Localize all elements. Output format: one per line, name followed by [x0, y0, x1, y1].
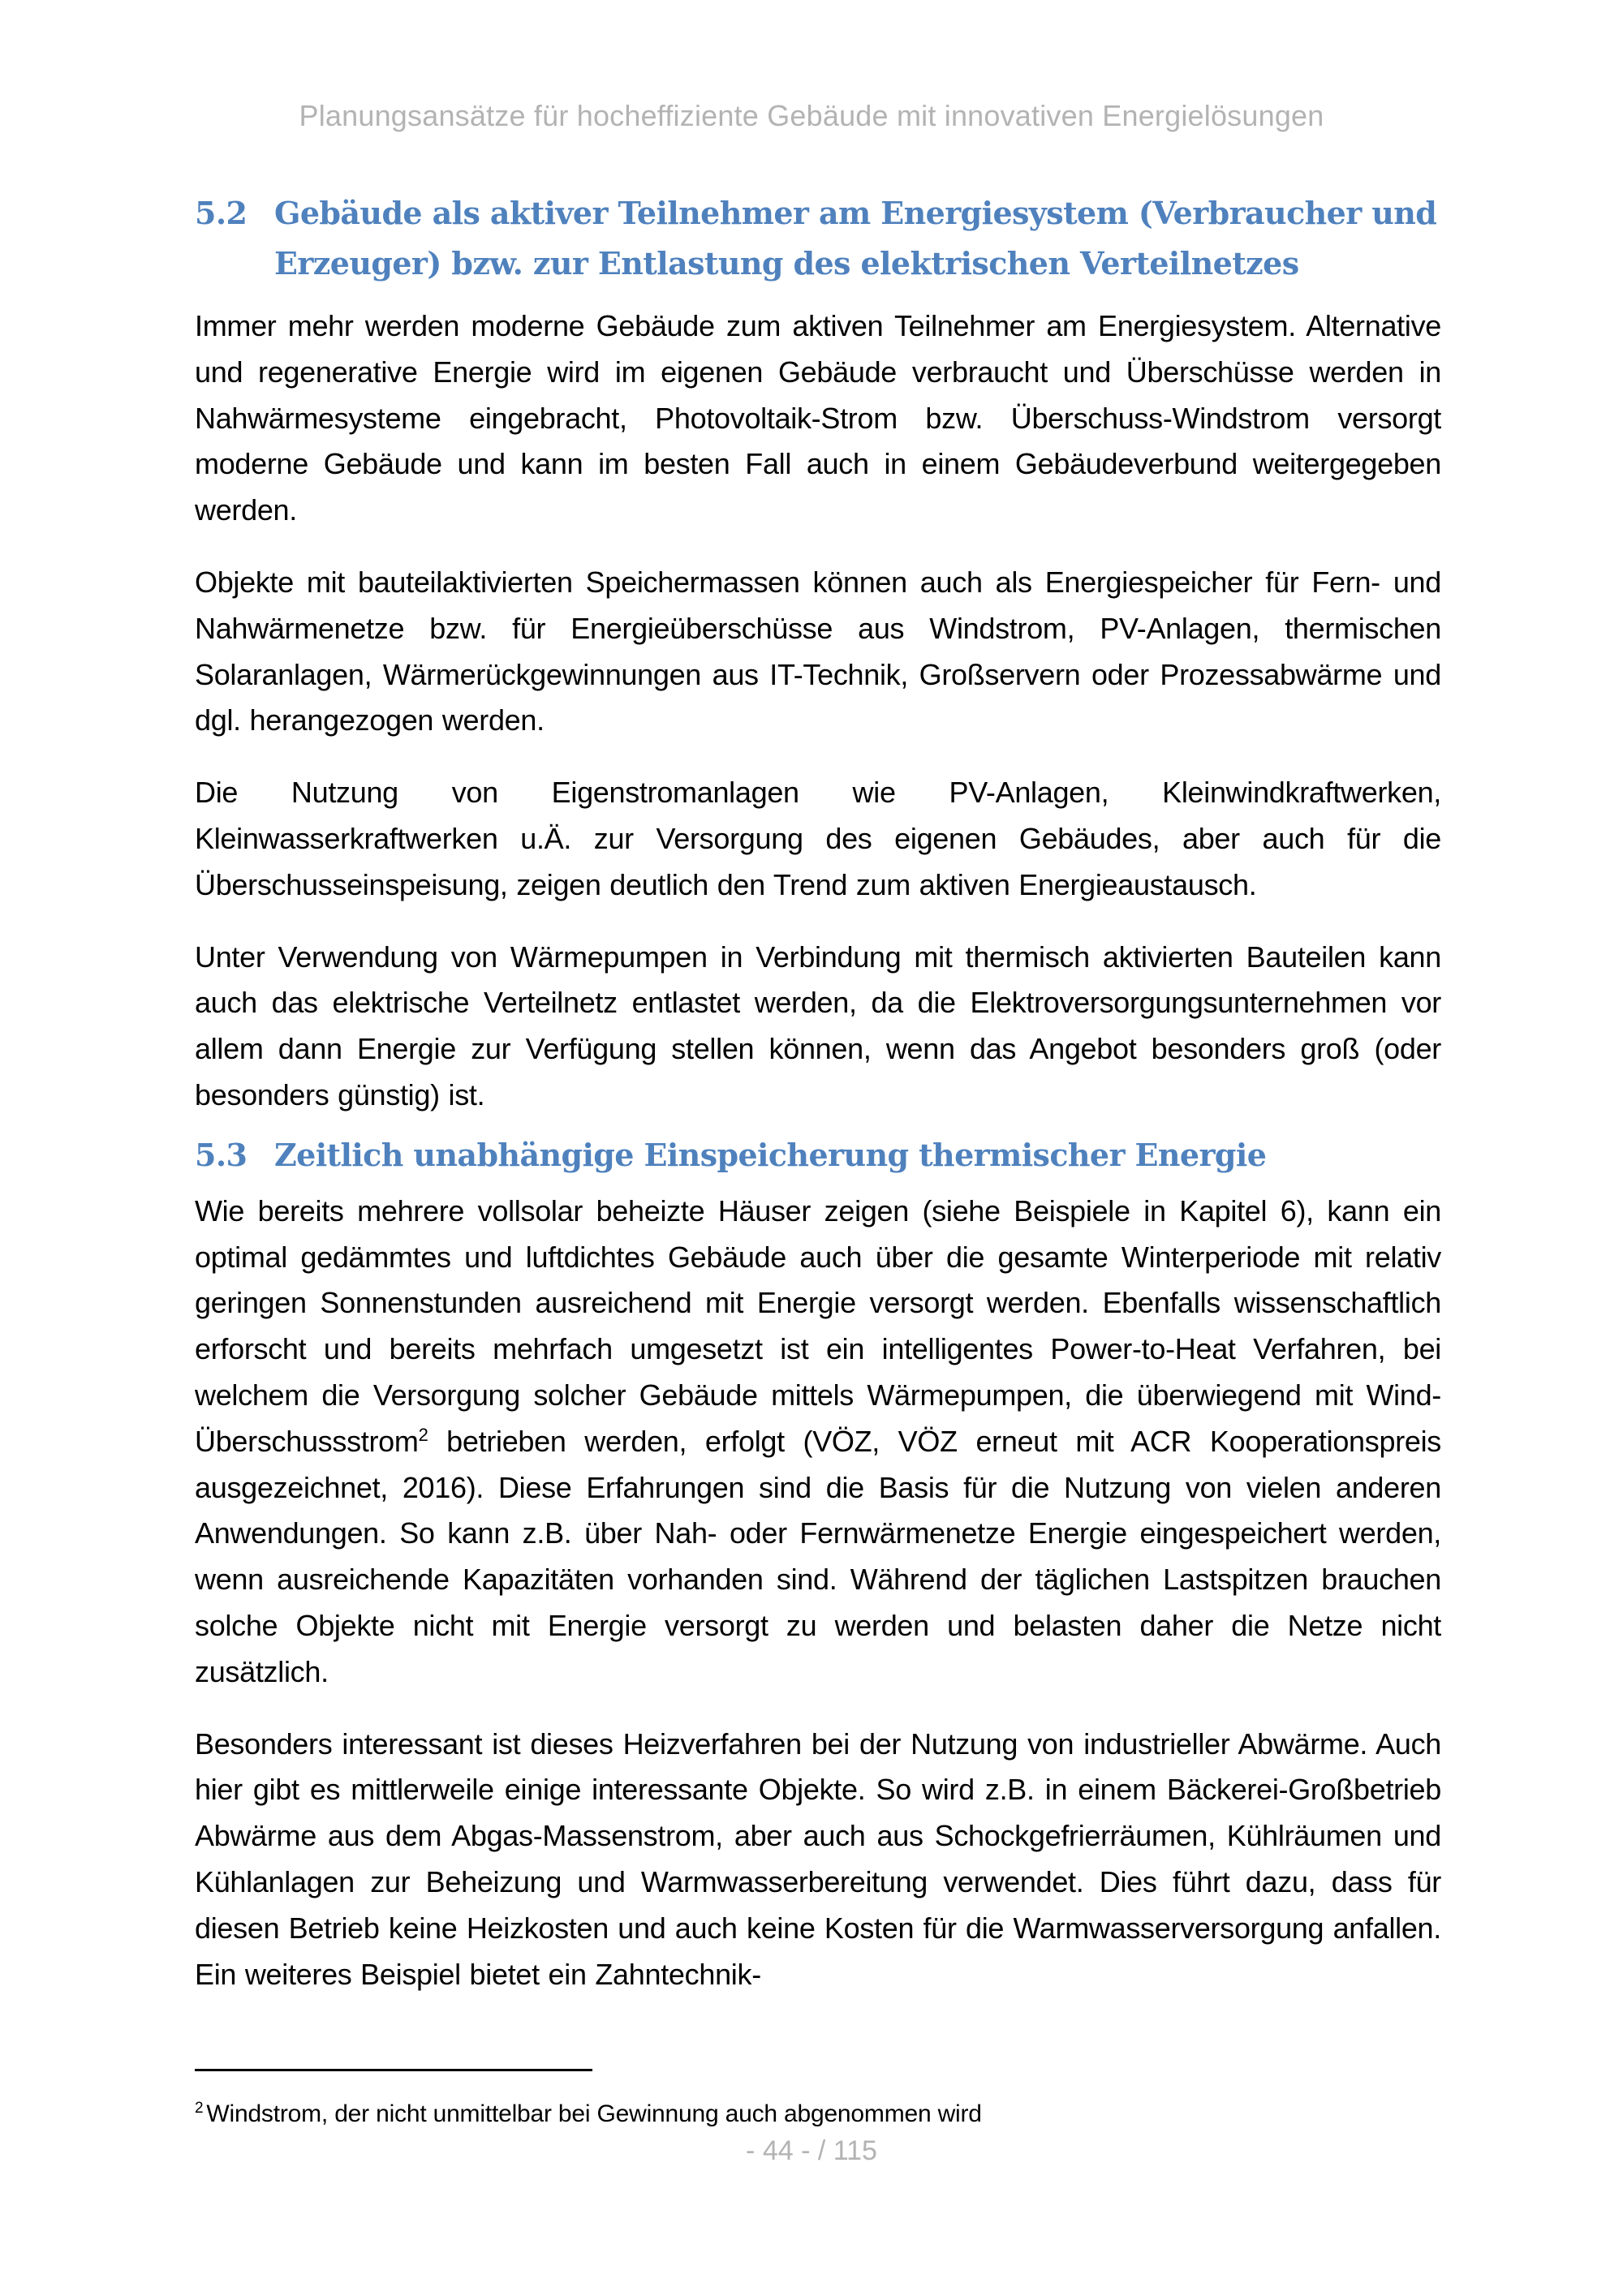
- section-heading-5-3: [195, 1130, 1441, 1180]
- footnote-reference[interactable]: 2: [418, 1424, 428, 1445]
- paragraph: Die Nutzung von Eigenstromanlagen wie PV-Anlagen, Kleinwindkraftwerken, Kleinwasserkraftwerken u.Ä. zur Versorgung des eigenen Gebäudes, aber auch für die Überschusseinspeisung, zeigen deutlich den Trend zum aktiven Energieaustausch.: [195, 776, 1441, 901]
- section-number: 5.2: [195, 195, 248, 231]
- footnote-separator: [195, 2069, 592, 2071]
- paragraph: Immer mehr werden moderne Gebäude zum aktiven Teilnehmer am Energiesystem. Alternative und regenerative Energie wird im eigenen Gebäude verbraucht und Überschüsse werden in Nahwärmesysteme eingebracht, Photovoltaik-Strom bzw. Überschuss-Windstrom versorgt moderne Gebäude und kann im besten Fall auch in einem Gebäudeverbund weitergegeben werden.: [195, 309, 1441, 527]
- running-header: Planungsansätze für hocheffiziente Gebäude mit innovativen Energielösungen: [299, 99, 1324, 132]
- page-number: - 44 - / 115: [746, 2135, 877, 2166]
- paragraph: Objekte mit bauteilaktivierten Speichermassen können auch als Energiespeicher für Fern- und Nahwärmenetze bzw. für Energieüberschüsse aus Windstrom, PV-Anlagen, thermischen Solaranlagen, Wärmerückgewinnungen aus IT-Technik, Großservern oder Prozessabwärme und dgl. herangezogen werden.: [195, 565, 1441, 737]
- section-number: 5.3: [195, 1136, 248, 1173]
- section-heading-5-2: [195, 188, 1441, 289]
- paragraph-text: betrieben werden, erfolgt (VÖZ, VÖZ erneut mit ACR Kooperationspreis ausgezeichnet, 2016). Diese Erfahrungen sind die Basis für die Nutzung von vielen anderen Anwendungen. So kann z.B. über Nah- oder Fernwärmenetze Energie eingespeichert werden, wenn ausreichende Kapazitäten vorhanden sind. Während der täglichen Lastspitzen brauchen solche Objekte nicht mit Energie versorgt zu werden und belasten daher die Netze nicht zusätzlich.: [195, 1424, 1441, 1688]
- section-title: Zeitlich unabhängige Einspeicherung thermischer Energie: [274, 1136, 1267, 1173]
- section-title: Gebäude als aktiver Teilnehmer am Energiesystem (Verbraucher und Erzeuger) bzw. zur Entlastung des elektrischen Verteilnetzes: [274, 195, 1437, 282]
- paragraph: Unter Verwendung von Wärmepumpen in Verbindung mit thermisch aktivierten Bauteilen kann auch das elektrische Verteilnetz entlastet werden, da die Elektroversorgungsunternehmen vor allem dann Energie zur Verfügung stellen können, wenn das Angebot besonders groß (oder besonders günstig) ist.: [195, 939, 1441, 1111]
- page-content: [195, 188, 1441, 2023]
- footnote-marker: 2: [195, 2100, 204, 2117]
- footnote: [195, 2098, 982, 2130]
- paragraph: Besonders interessant ist dieses Heizverfahren bei der Nutzung von industrieller Abwärme. Auch hier gibt es mittlerweile einige interessante Objekte. So wird z.B. in einem Bäckerei-Großbetrieb Abwärme aus dem Abgas-Massenstrom, aber auch aus Schockgefrierräumen, Kühlräumen und Kühlanlagen zur Beheizung und Warmwasserbereitung verwendet. Dies führt dazu, dass für diesen Betrieb keine Heizkosten und auch keine Kosten für die Warmwasserversorgung anfallen. Ein weiteres Beispiel bietet ein Zahntechnik-: [195, 1726, 1441, 1991]
- paragraph: [195, 1189, 1441, 1696]
- paragraph-text: Wie bereits mehrere vollsolar beheizte Häuser zeigen (siehe Beispiele in Kapitel 6), kann ein optimal gedämmtes und luftdichtes Gebäude auch über die gesamte Winterperiode mit relativ geringen Sonnenstunden ausreichend mit Energie versorgt werden. Ebenfalls wissenschaftlich erforscht und bereits mehrfach umgesetzt ist ein intelligentes Power-to-Heat Verfahren, bei welchem die Versorgung solcher Gebäude mittels Wärmepumpen, die überwiegend mit Wind-Überschussstrom: [195, 1193, 1441, 1458]
- footnote-text: Windstrom, der nicht unmittelbar bei Gewinnung auch abgenommen wird: [206, 2100, 982, 2127]
